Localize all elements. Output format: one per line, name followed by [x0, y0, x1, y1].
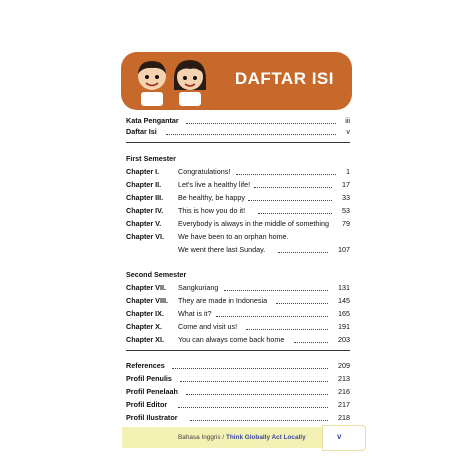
- toc-entry-daftar-isi[interactable]: [126, 127, 350, 138]
- toc-entry-kata-pengantar[interactable]: [126, 116, 350, 127]
- leader-dots: [190, 420, 328, 421]
- chapter-title: You can always come back home: [178, 335, 285, 344]
- leader-dots: [178, 407, 328, 408]
- page-title: DAFTAR ISI: [234, 69, 334, 88]
- chapter-label: Chapter VII.: [126, 283, 166, 292]
- entry-page: 33: [342, 193, 350, 202]
- chapter-label: Chapter V.: [126, 219, 162, 228]
- entry-page: 209: [338, 361, 350, 370]
- toc-entry-chapter-9[interactable]: [126, 309, 350, 320]
- entry-page: 79: [342, 219, 350, 228]
- chapter-label: Chapter VIII.: [126, 296, 168, 305]
- footer-separator: /: [220, 434, 226, 441]
- entry-page: 191: [338, 322, 350, 331]
- chapter-label: Chapter II.: [126, 180, 162, 189]
- toc-entry-chapter-4[interactable]: [126, 206, 350, 217]
- toc-entry-chapter-10[interactable]: [126, 322, 350, 333]
- divider: [126, 142, 350, 143]
- leader-dots: [236, 174, 336, 175]
- chapter-title: This is how you do it!: [178, 206, 246, 215]
- chapter-label: Chapter IV.: [126, 206, 164, 215]
- chapter-title: Congratulations!: [178, 167, 231, 176]
- entry-page: 145: [338, 296, 350, 305]
- toc-entry-chapter-8[interactable]: [126, 296, 350, 307]
- leader-dots: [294, 342, 328, 343]
- footer-page-tab: [322, 425, 366, 451]
- entry-label: Profil Penulis: [126, 374, 172, 383]
- chapter-title: What is it?: [178, 309, 212, 318]
- leader-dots: [258, 213, 332, 214]
- section-heading-second-semester: Second Semester: [126, 270, 187, 279]
- chapter-label: Chapter III.: [126, 193, 164, 202]
- entry-page: 216: [338, 387, 350, 396]
- running-footer: [178, 434, 306, 441]
- leader-dots: [216, 316, 328, 317]
- leader-dots: [276, 303, 328, 304]
- entry-page: 165: [338, 309, 350, 318]
- divider: [126, 350, 350, 351]
- entry-page: 218: [338, 413, 350, 422]
- toc-entry-chapter-5[interactable]: [126, 219, 350, 230]
- entry-label: Profil Editor: [126, 400, 168, 409]
- footer-subject: Bahasa Inggris: [178, 434, 221, 441]
- entry-page: 107: [338, 245, 350, 254]
- leader-dots: [248, 200, 332, 201]
- toc-entry-chapter-11[interactable]: [126, 335, 350, 346]
- chapter-label: Chapter XI.: [126, 335, 164, 344]
- title-banner: [121, 52, 352, 110]
- chapter-title: We have been to an orphan home.: [178, 232, 289, 241]
- chapter-title: Be healthy, be happy: [178, 193, 245, 202]
- entry-label: Profil Penelaah: [126, 387, 178, 396]
- toc-entry-chapter-7[interactable]: [126, 283, 350, 294]
- entry-page: 1: [346, 167, 350, 176]
- section-heading-first-semester: First Semester: [126, 154, 176, 163]
- chapter-title: Come and visit us!: [178, 322, 238, 331]
- chapter-title: We went there last Sunday.: [178, 245, 266, 254]
- chapter-label: Chapter I.: [126, 167, 160, 176]
- leader-dots: [254, 187, 332, 188]
- chapter-title: Sangkuriang: [178, 283, 219, 292]
- entry-label: References: [126, 361, 165, 370]
- entry-label: Daftar Isi: [126, 127, 157, 136]
- entry-page: v: [346, 127, 350, 136]
- leader-dots: [246, 329, 328, 330]
- entry-page: 213: [338, 374, 350, 383]
- leader-dots: [186, 394, 328, 395]
- chapter-label: Chapter X.: [126, 322, 162, 331]
- leader-dots: [224, 290, 328, 291]
- entry-label: Profil Ilustrator: [126, 413, 178, 422]
- leader-dots: [180, 381, 328, 382]
- toc-entry-profil-ilustrator[interactable]: [126, 413, 350, 424]
- toc-entry-chapter-6-continued[interactable]: [126, 245, 350, 256]
- toc-entry-profil-editor[interactable]: [126, 400, 350, 411]
- entry-page: iii: [345, 116, 350, 125]
- chapter-label: Chapter VI.: [126, 232, 164, 241]
- toc-entry-chapter-1[interactable]: [126, 167, 350, 178]
- entry-page: 53: [342, 206, 350, 215]
- toc-entry-chapter-3[interactable]: [126, 193, 350, 204]
- toc-entry-profil-penelaah[interactable]: [126, 387, 350, 398]
- footer-book-title: Think Globally Act Locally: [225, 434, 306, 441]
- entry-label: Kata Pengantar: [126, 116, 179, 125]
- entry-page: 217: [338, 400, 350, 409]
- chapter-title: Everybody is always in the middle of something: [178, 219, 330, 228]
- leader-dots: [186, 123, 336, 124]
- leader-dots: [278, 252, 328, 253]
- entry-page: 17: [342, 180, 350, 189]
- leader-dots: [172, 368, 328, 369]
- toc-entry-references[interactable]: [126, 361, 350, 372]
- chapter-label: Chapter IX.: [126, 309, 164, 318]
- toc-entry-chapter-2[interactable]: [126, 180, 350, 191]
- chapter-title: Let's live a healthy life!: [178, 180, 251, 189]
- page-number: v: [337, 432, 342, 441]
- toc-entry-chapter-6[interactable]: [126, 232, 350, 243]
- toc-entry-profil-penulis[interactable]: [126, 374, 350, 385]
- leader-dots: [166, 134, 336, 135]
- entry-page: 131: [338, 283, 350, 292]
- entry-page: 203: [338, 335, 350, 344]
- chapter-title: They are made in Indonesia: [178, 296, 268, 305]
